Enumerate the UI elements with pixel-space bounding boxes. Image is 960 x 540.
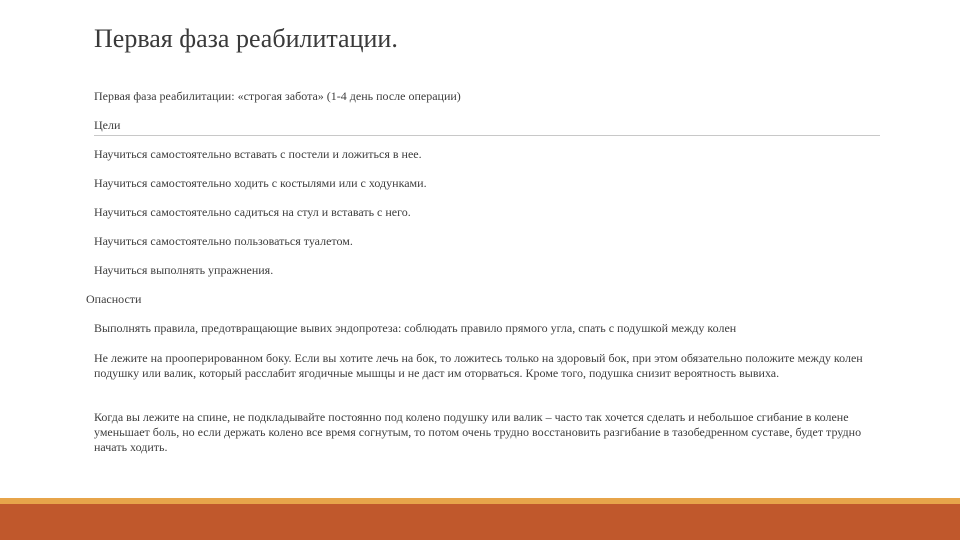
goal-item: Научиться самостоятельно садиться на стул и вставать с него. (94, 205, 411, 219)
goal-item: Научиться самостоятельно пользоваться туалетом. (94, 234, 353, 248)
danger-item: Когда вы лежите на спине, не подкладывайте постоянно под колено подушку или валик – часто так хочется сделать и небольшое сгибание в колене уменьшает боль, но если держать колено все время согнутым, то потом очень трудно восстановить разгибание в тазобедренном суставе, будет трудно начать ходить. (94, 410, 862, 454)
goal-item: Научиться выполнять упражнения. (94, 263, 274, 277)
phase-subtitle: Первая фаза реабилитации: «строгая забота» (1-4 день после операции) (94, 89, 461, 103)
danger-item: Не лежите на прооперированном боку. Если вы хотите лечь на бок, то ложитесь только на здоровый бок, при этом обязательно положите между колен подушку или валик, который расслабит ягодичные мышцы и не даст им оторваться. Кроме того, подушка снизит вероятность вывиха. (94, 351, 863, 380)
footer-bar (0, 504, 960, 540)
divider (94, 135, 880, 136)
slide-title: Первая фаза реабилитации. (94, 24, 398, 53)
danger-item: Выполнять правила, предотвращающие вывих эндопротеза: соблюдать правило прямого угла, спать с подушкой между колен (94, 321, 737, 335)
goal-item: Научиться самостоятельно ходить с костылями или с ходунками. (94, 176, 427, 190)
dangers-heading: Опасности (86, 292, 142, 306)
goal-item: Научиться самостоятельно вставать с постели и ложиться в нее. (94, 147, 422, 161)
goals-heading: Цели (94, 118, 121, 132)
